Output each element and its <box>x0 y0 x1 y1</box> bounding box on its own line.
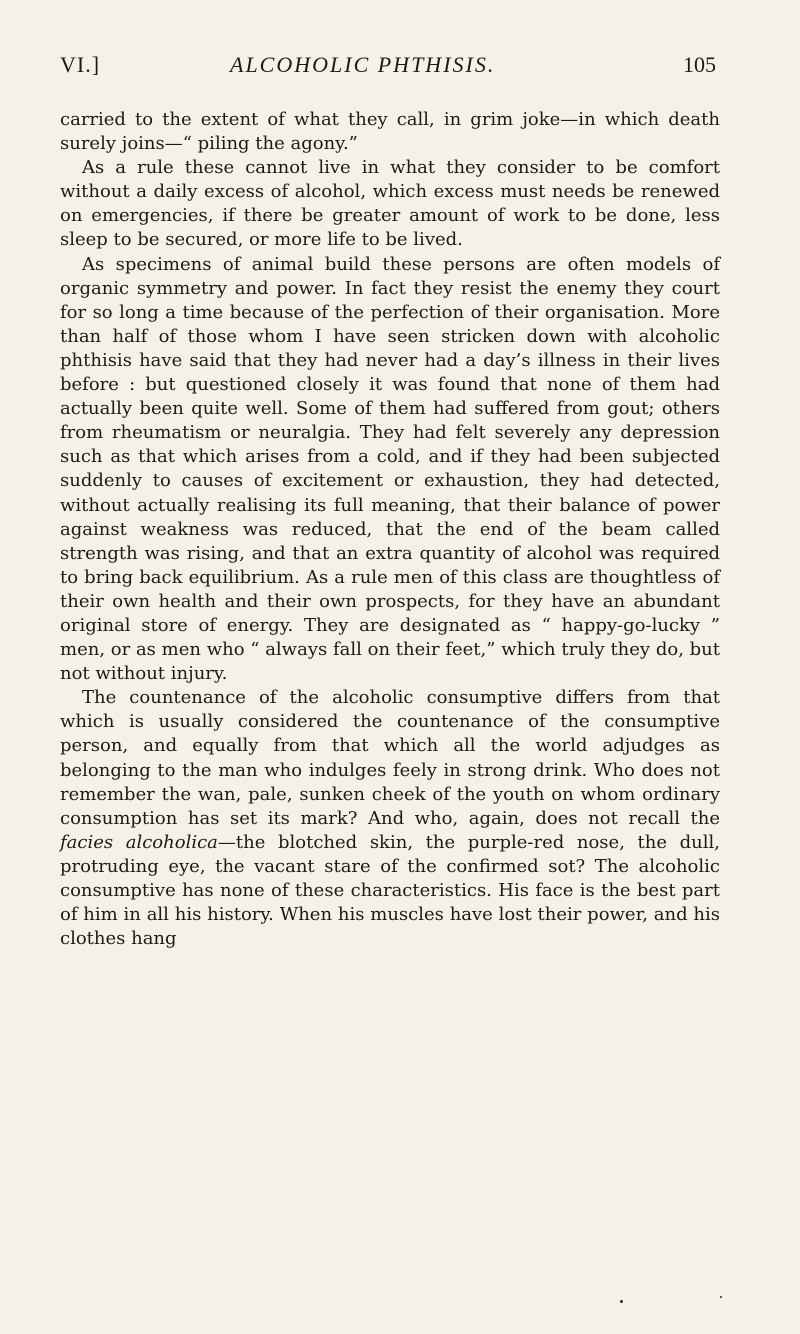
running-header <box>60 52 716 80</box>
body-text <box>60 108 720 951</box>
paragraph <box>60 686 720 951</box>
scan-speck <box>720 1296 722 1298</box>
scan-speck <box>620 1300 623 1303</box>
paragraph-text: —the blotched skin, the purple-red nose, the dull, protruding eye, the vacant stare of the confirmed sot? The alcoholic consumptive has none of these characteristics. His face is the best part of him in all his history. When his muscles have lost their power, and his clothes hang <box>60 831 720 950</box>
paragraph-continued: carried to the extent of what they call, in grim joke—in which death surely joins—“ piling the agony.” <box>60 109 720 155</box>
paragraph: As specimens of animal build these persons are often models of organic symmetry and power. In fact they resist the enemy they court for so long a time because of the perfection of their organisation. More than half of those whom I have seen stricken down with alcoholic phthisis have said that they had never had a day’s illness in their lives before : but questioned closely it was found that none of them had actually been quite well. Some of them had suffered from gout; others from rheumatism or neuralgia. They had felt severely any depression such as that which arises from a cold, and if they had been subjected suddenly to causes of excitement or exhaustion, they had detected, without actually realising its full meaning, that their balance of power against weakness was reduced, that the end of the beam called strength was rising, and that an extra quantity of alcohol was required to bring back equilibrium. As a rule men of this class are thoughtless of their own health and their own prospects, for they have an abundant original store of energy. They are designated as “ happy-go-lucky ” men, or as men who “ always fall on their feet,” which truly they do, but not without injury. <box>60 253 720 685</box>
paragraph-text: The countenance of the alcoholic consumptive differs from that which is usually considered the countenance of the consumptive person, and equally from that which all the world adjudges as belonging to the man who indulges feely in strong drink. Who does not remember the wan, pale, sunken cheek of the youth on whom ordinary consumption has set its mark? And who, again, does not recall the <box>60 687 720 829</box>
page-number: 105 <box>683 52 716 77</box>
paragraph: As a rule these cannot live in what they consider to be comfort without a daily excess of alcohol, which excess must needs be renewed on emergencies, if there be greater amount of work to be done, less sleep to be secured, or more life to be lived. <box>60 157 720 251</box>
italic-term: facies alcoholica <box>60 831 218 853</box>
chapter-number: VI.] <box>60 52 101 77</box>
running-title: ALCOHOLIC PHTHISIS. <box>230 52 496 77</box>
